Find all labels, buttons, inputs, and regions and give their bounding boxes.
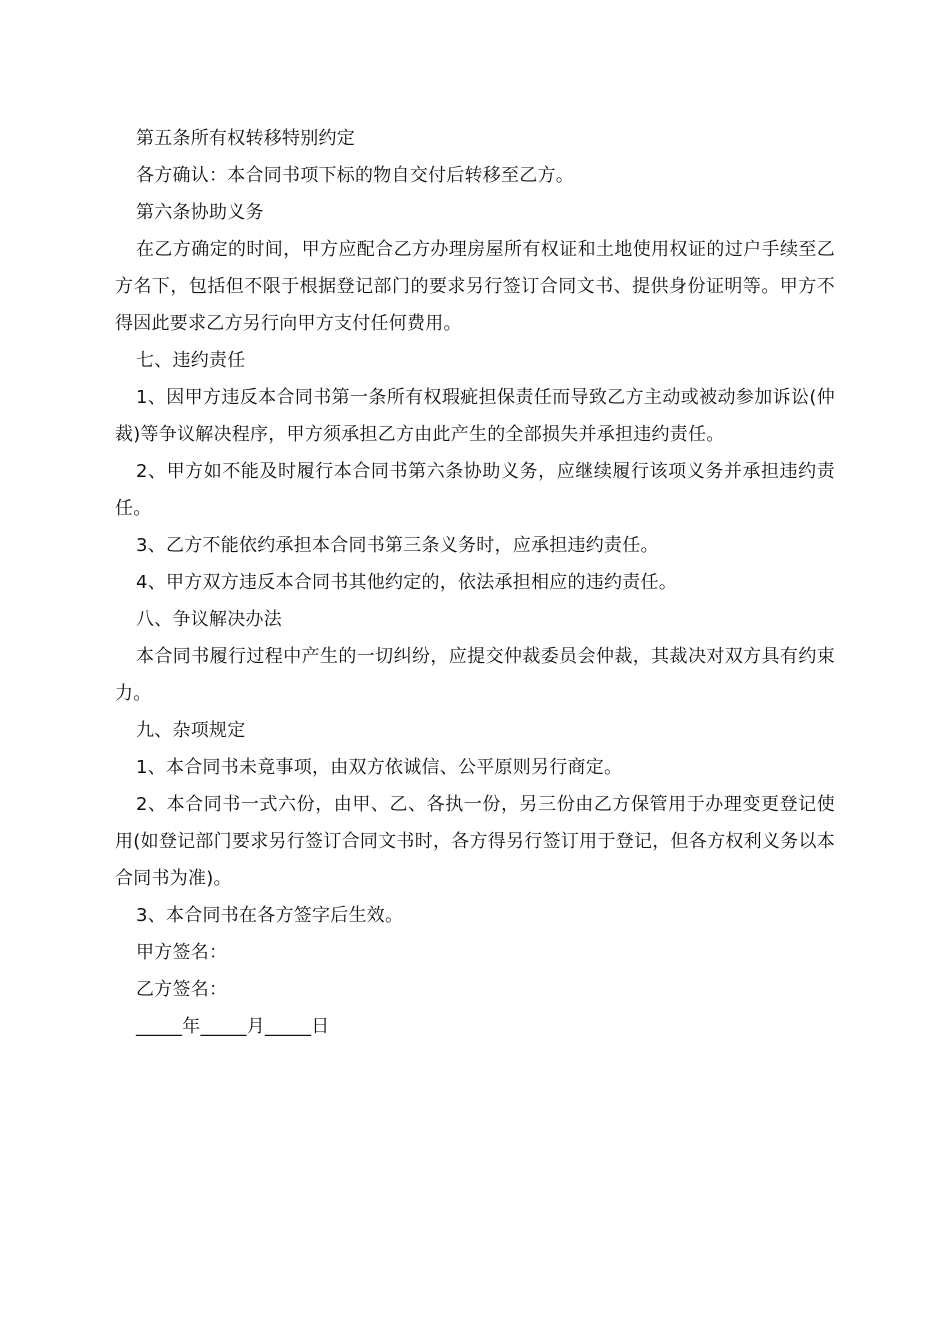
- party-b-signature-line: 乙方签名：: [136, 979, 228, 1000]
- section-9-item-1: 1、本合同书未竟事项，由双方依诚信、公平原则另行商定。: [136, 757, 623, 778]
- section-9-item-2: 2、本合同书一式六份，由甲、乙、各执一份，另三份由乙方保管用于办理变更登记使用(如登记部门要求另行签订合同文书时，各方得另行签订用于登记，但各方权利义务以本合同书为准)。: [115, 794, 835, 889]
- section-7-item-4: 4、甲方双方违反本合同书其他约定的，依法承担相应的违约责任。: [136, 572, 677, 593]
- section-6-heading: 第六条协助义务: [136, 202, 264, 223]
- date-line: _____年_____月_____日: [136, 1016, 330, 1037]
- section-5-body: 各方确认：本合同书项下标的物自交付后转移至乙方。: [136, 165, 574, 186]
- section-7-item-2: 2、甲方如不能及时履行本合同书第六条协助义务，应继续履行该项义务并承担违约责任。: [115, 461, 835, 519]
- party-a-signature-line: 甲方签名：: [136, 942, 228, 963]
- section-9-heading: 九、杂项规定: [136, 720, 246, 741]
- section-8-body: 本合同书履行过程中产生的一切纠纷，应提交仲裁委员会仲裁，其裁决对双方具有约束力。: [115, 646, 835, 704]
- section-5-heading: 第五条所有权转移特别约定: [136, 128, 355, 149]
- section-7-item-3: 3、乙方不能依约承担本合同书第三条义务时，应承担违约责任。: [136, 535, 659, 556]
- section-8-heading: 八、争议解决办法: [136, 609, 282, 630]
- section-9-item-3: 3、本合同书在各方签字后生效。: [136, 905, 404, 926]
- section-7-heading: 七、违约责任: [136, 350, 246, 371]
- section-7-item-1: 1、因甲方违反本合同书第一条所有权瑕疵担保责任而导致乙方主动或被动参加诉讼(仲裁)等争议解决程序，甲方须承担乙方由此产生的全部损失并承担违约责任。: [115, 387, 835, 445]
- section-6-body: 在乙方确定的时间，甲方应配合乙方办理房屋所有权证和土地使用权证的过户手续至乙方名下，包括但不限于根据登记部门的要求另行签订合同文书、提供身份证明等。甲方不得因此要求乙方另行向甲方支付任何费用。: [115, 239, 835, 334]
